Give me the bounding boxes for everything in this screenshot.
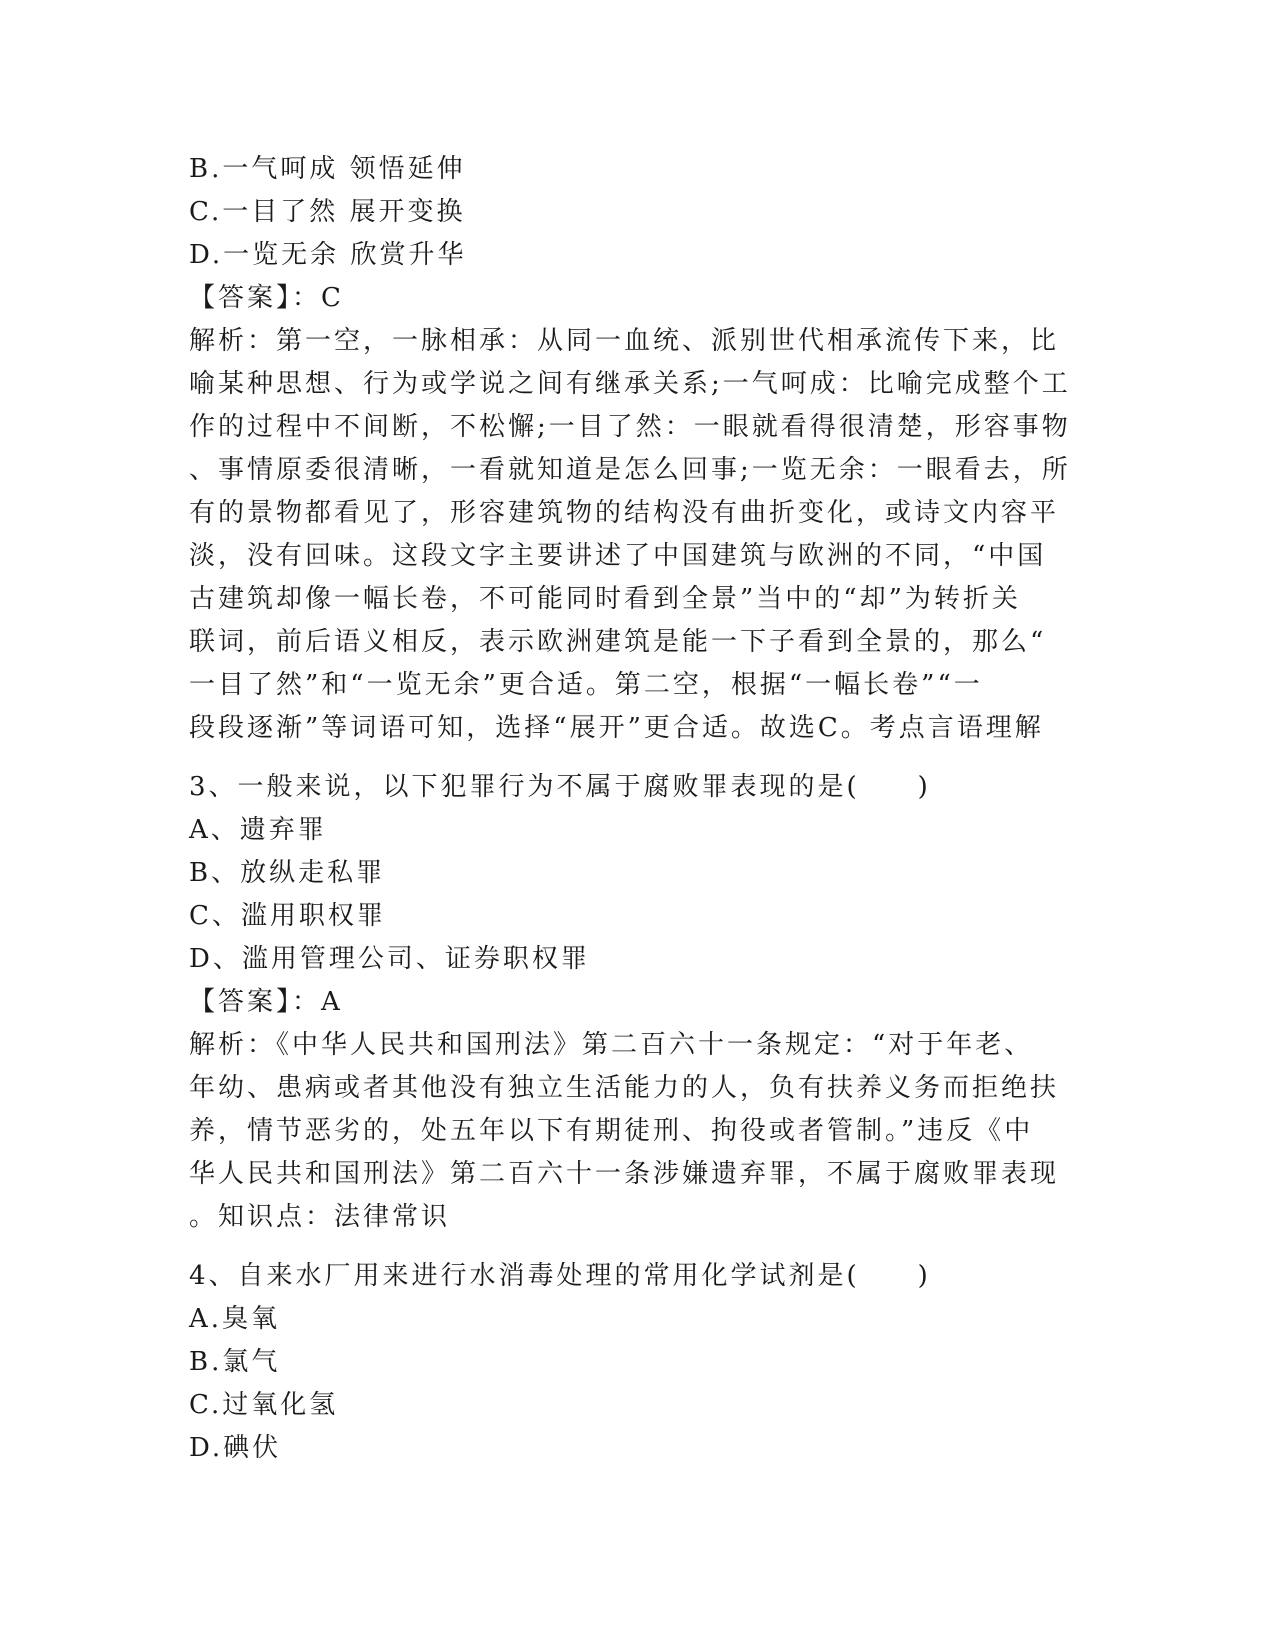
- question-4-text: 4、自来水厂用来进行水消毒处理的常用化学试剂是( ): [189, 1261, 931, 1291]
- spacer: [189, 1239, 1089, 1255]
- document-content: [189, 148, 1089, 1470]
- analysis-line: 作的过程中不间断，不松懈;一目了然：一眼就看得很清楚，形容事物: [189, 412, 1071, 442]
- question-4-options: [189, 1298, 1089, 1470]
- analysis-line: 淡，没有回味。这段文字主要讲述了中国建筑与欧洲的不同，“中国: [189, 541, 1047, 571]
- spacer: [189, 750, 1089, 766]
- option-a: A、遗弃罪: [189, 815, 327, 845]
- analysis-line: 年幼、患病或者其他没有独立生活能力的人，负有扶养义务而拒绝扶: [189, 1073, 1060, 1103]
- question-2-analysis: [189, 320, 1089, 750]
- analysis-line: 。知识点：法律常识: [189, 1202, 451, 1232]
- option-d: D.一览无余 欣赏升华: [189, 240, 467, 270]
- question-3-text: 3、一般来说，以下犯罪行为不属于腐败罪表现的是( ): [189, 772, 931, 802]
- option-b: B.一气呵成 领悟延伸: [189, 154, 466, 184]
- analysis-line: 联词，前后语义相反，表示欧洲建筑是能一下子看到全景的，那么“: [189, 627, 1047, 657]
- analysis-line: 有的景物都看见了，形容建筑物的结构没有曲折变化，或诗文内容平: [189, 498, 1060, 528]
- question-3-analysis: [189, 1024, 1089, 1239]
- question-3-options: [189, 809, 1089, 981]
- analysis-line: 一目了然”和“一览无余”更合适。第二空，根据“一幅长卷”“一: [189, 670, 983, 700]
- option-c: C、滥用职权罪: [189, 901, 386, 931]
- option-c: C.一目了然 展开变换: [189, 197, 466, 227]
- analysis-line: 解析：《中华人民共和国刑法》第二百六十一条规定：“对于年老、: [189, 1030, 1034, 1060]
- analysis-line: 段段逐渐”等词语可知，选择“展开”更合适。故选C。考点言语理解: [189, 713, 1044, 743]
- analysis-line: 古建筑却像一幅长卷，不可能同时看到全景”当中的“却”为转折关: [189, 584, 1021, 614]
- analysis-line: 养，情节恶劣的，处五年以下有期徒刑、拘役或者管制。”违反《中: [189, 1116, 1034, 1146]
- option-b: B.氯气: [189, 1347, 281, 1377]
- option-b: B、放纵走私罪: [189, 858, 386, 888]
- option-c: C.过氧化氢: [189, 1390, 339, 1420]
- question-2-answer: 【答案】：C: [189, 283, 344, 313]
- option-a: A.臭氧: [189, 1304, 281, 1334]
- option-d: D、滥用管理公司、证券职权罪: [189, 944, 590, 974]
- question-3-answer: 【答案】：A: [189, 987, 343, 1017]
- analysis-line: 华人民共和国刑法》第二百六十一条涉嫌遗弃罪，不属于腐败罪表现: [189, 1159, 1060, 1189]
- option-d: D.碘伏: [189, 1433, 282, 1463]
- analysis-line: 解析：第一空，一脉相承：从同一血统、派别世代相承流传下来，比: [189, 326, 1060, 356]
- question-2-options: [189, 148, 1089, 277]
- analysis-line: 、事情原委很清晰，一看就知道是怎么回事;一览无余：一眼看去，所: [189, 455, 1071, 485]
- analysis-line: 喻某种思想、行为或学说之间有继承关系;一气呵成：比喻完成整个工: [189, 369, 1071, 399]
